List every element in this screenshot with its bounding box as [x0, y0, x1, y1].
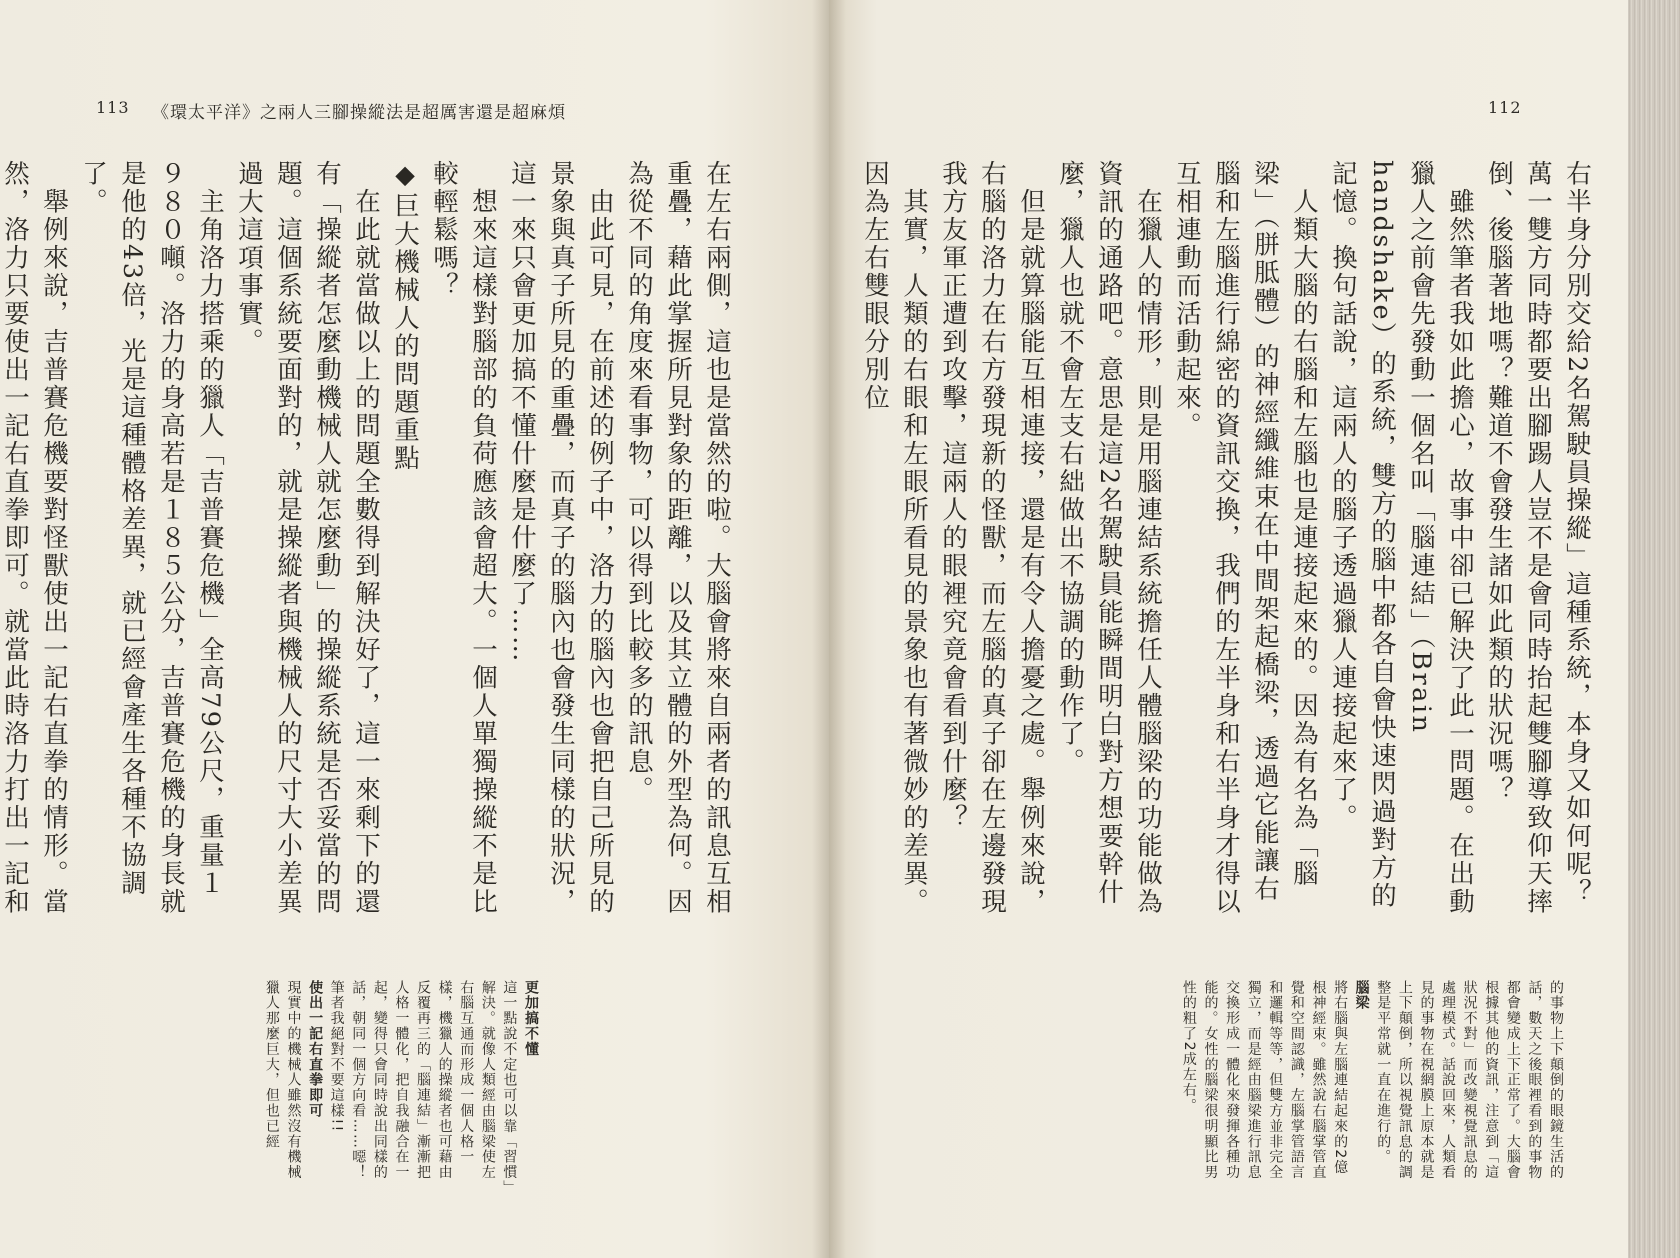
- left-page-number: 113: [96, 98, 130, 117]
- footnote-text-confusion: 這一點說不定也可以靠「習慣」解決。就像人類經由腦梁使左右腦互通而形成一個人格一樣，機獵人的操縱者也可藉由反覆再三的「腦連結」漸漸把人格一體化，把自我融合在一起，變得只會同時說出同樣的話，朝同一個方向看……噁！筆者我絕對不要這樣!!: [328, 980, 518, 1189]
- right-page-footnotes: [976, 980, 1566, 1190]
- footnote-title-confusion: 更加搞不懂: [523, 980, 539, 1057]
- footnote-title-naoliang: 腦梁: [1353, 980, 1370, 1011]
- book-gutter: [812, 0, 846, 1258]
- left-page-body-text: 在左右兩側，這也是當然的啦。大腦會將來自兩者的訊息互相重疊，藉此掌握所見對象的距離，以及其立體的外型為何。因為從不同的角度來看事物，可以得到比較多的訊息。 由此可見，在前述的例子中，洛力的腦內也會把自己所見的景象與真子所見的重疊，而真子的腦內也會發生同樣的狀況，這一來只會更加搞不懂什麼是什麼了…… 想來這樣對腦部的負荷應該會超大。一個人單獨操縱不是比較輕鬆嗎？ ◆巨大機械人的問題重點 在此就當做以上的問題全數得到解決好了，這一來剩下的還有「操縱者怎麼動機械人就怎麼動」的操縱系統是否妥當的問題。這個系統要面對的，就是操縱者與機械人的尺寸大小差異過大這項事實。 主角洛力搭乘的獵人「吉普賽危機」全高79公尺，重量１９８０噸。洛力的身高若是１８５公分，吉普賽危機的身長就是他的43倍，光是這種體格差異，就已經會產生各種不協調了。 舉例來說，吉普賽危機要對怪獸使出一記右直拳的情形。當然，洛力只要使出一記右直拳即可。就當此時洛力打出一記和: [0, 160, 732, 916]
- left-running-title: 《環太平洋》之兩人三腳操縱法是超厲害還是超麻煩: [152, 103, 566, 123]
- footnote-continued-text: 的事物上下顛倒的眼鏡生活的話，數天之後眼裡看到的事物都會變成上下正常了。大腦會根據其他的資訊，注意到「這狀況不對」而改變視覺訊息的處理模式。話說回來，人類看見的事物在視網膜上原本就是上下顛倒，所以視覺訊息的調整是平常就一直在進行的。: [1375, 980, 1564, 1181]
- right-page-number: 112: [1488, 98, 1522, 117]
- right-page-body-text: 右半身分別交給2名駕駛員操縱」這種系統，本身又如何呢？萬一雙方同時都要出腳踢人豈不是會同時抬起雙腳導致仰天摔倒、後腦著地嗎？難道不會發生諸如此類的狀況嗎？ 雖然筆者我如此擔心，故事中卻已解決了此一問題。在出動獵人之前會先發動一個名叫「腦連結」（Brain handshake）的系統，雙方的腦中都各自會快速閃過對方的記憶。換句話說，這兩人的腦子透過獵人連接起來了。 人類大腦的右腦和左腦也是連接起來的。因為有名為「腦梁」（胼胝體）的神經纖維束在中間架起橋梁，透過它能讓右腦和左腦進行綿密的資訊交換，我們的左半身和右半身才得以互相連動而活動起來。 在獵人的情形，則是用腦連結系統擔任人體腦梁的功能做為資訊的通路吧。意思是這2名駕駛員能瞬間明白對方想要幹什麼，獵人也就不會左支右絀做出不協調的動作了。 但是就算腦能互相連接，還是有令人擔憂之處。舉例來說，右腦的洛力在右方發現新的怪獸，而左腦的真子卻在左邊發現我方友軍正遭到攻擊，這兩人的眼裡究竟會看到什麼？ 其實，人類的右眼和左眼所看見的景象也有著微妙的差異。因為左右雙眼分別位: [860, 160, 1592, 916]
- footnote-text-right-straight: 現實中的機械人雖然沒有機械獵人那麼巨大，但也已經: [263, 980, 302, 1181]
- footnote-title-right-straight: 使出一記右直拳即可: [307, 980, 324, 1119]
- left-page-footnotes: [96, 980, 541, 1190]
- footnote-text-naoliang: 將右腦與左腦連結起來的2億根神經束。雖然說右腦掌管直覺和空間認識，左腦掌管語言和邏輯等等，但雙方並非完全獨立，而是經由腦梁進行訊息交換形成一體化來發揮各種功能的。女性的腦梁很明顯比男性的粗了2成左右。: [1180, 980, 1349, 1181]
- page-edges: [1628, 0, 1680, 1258]
